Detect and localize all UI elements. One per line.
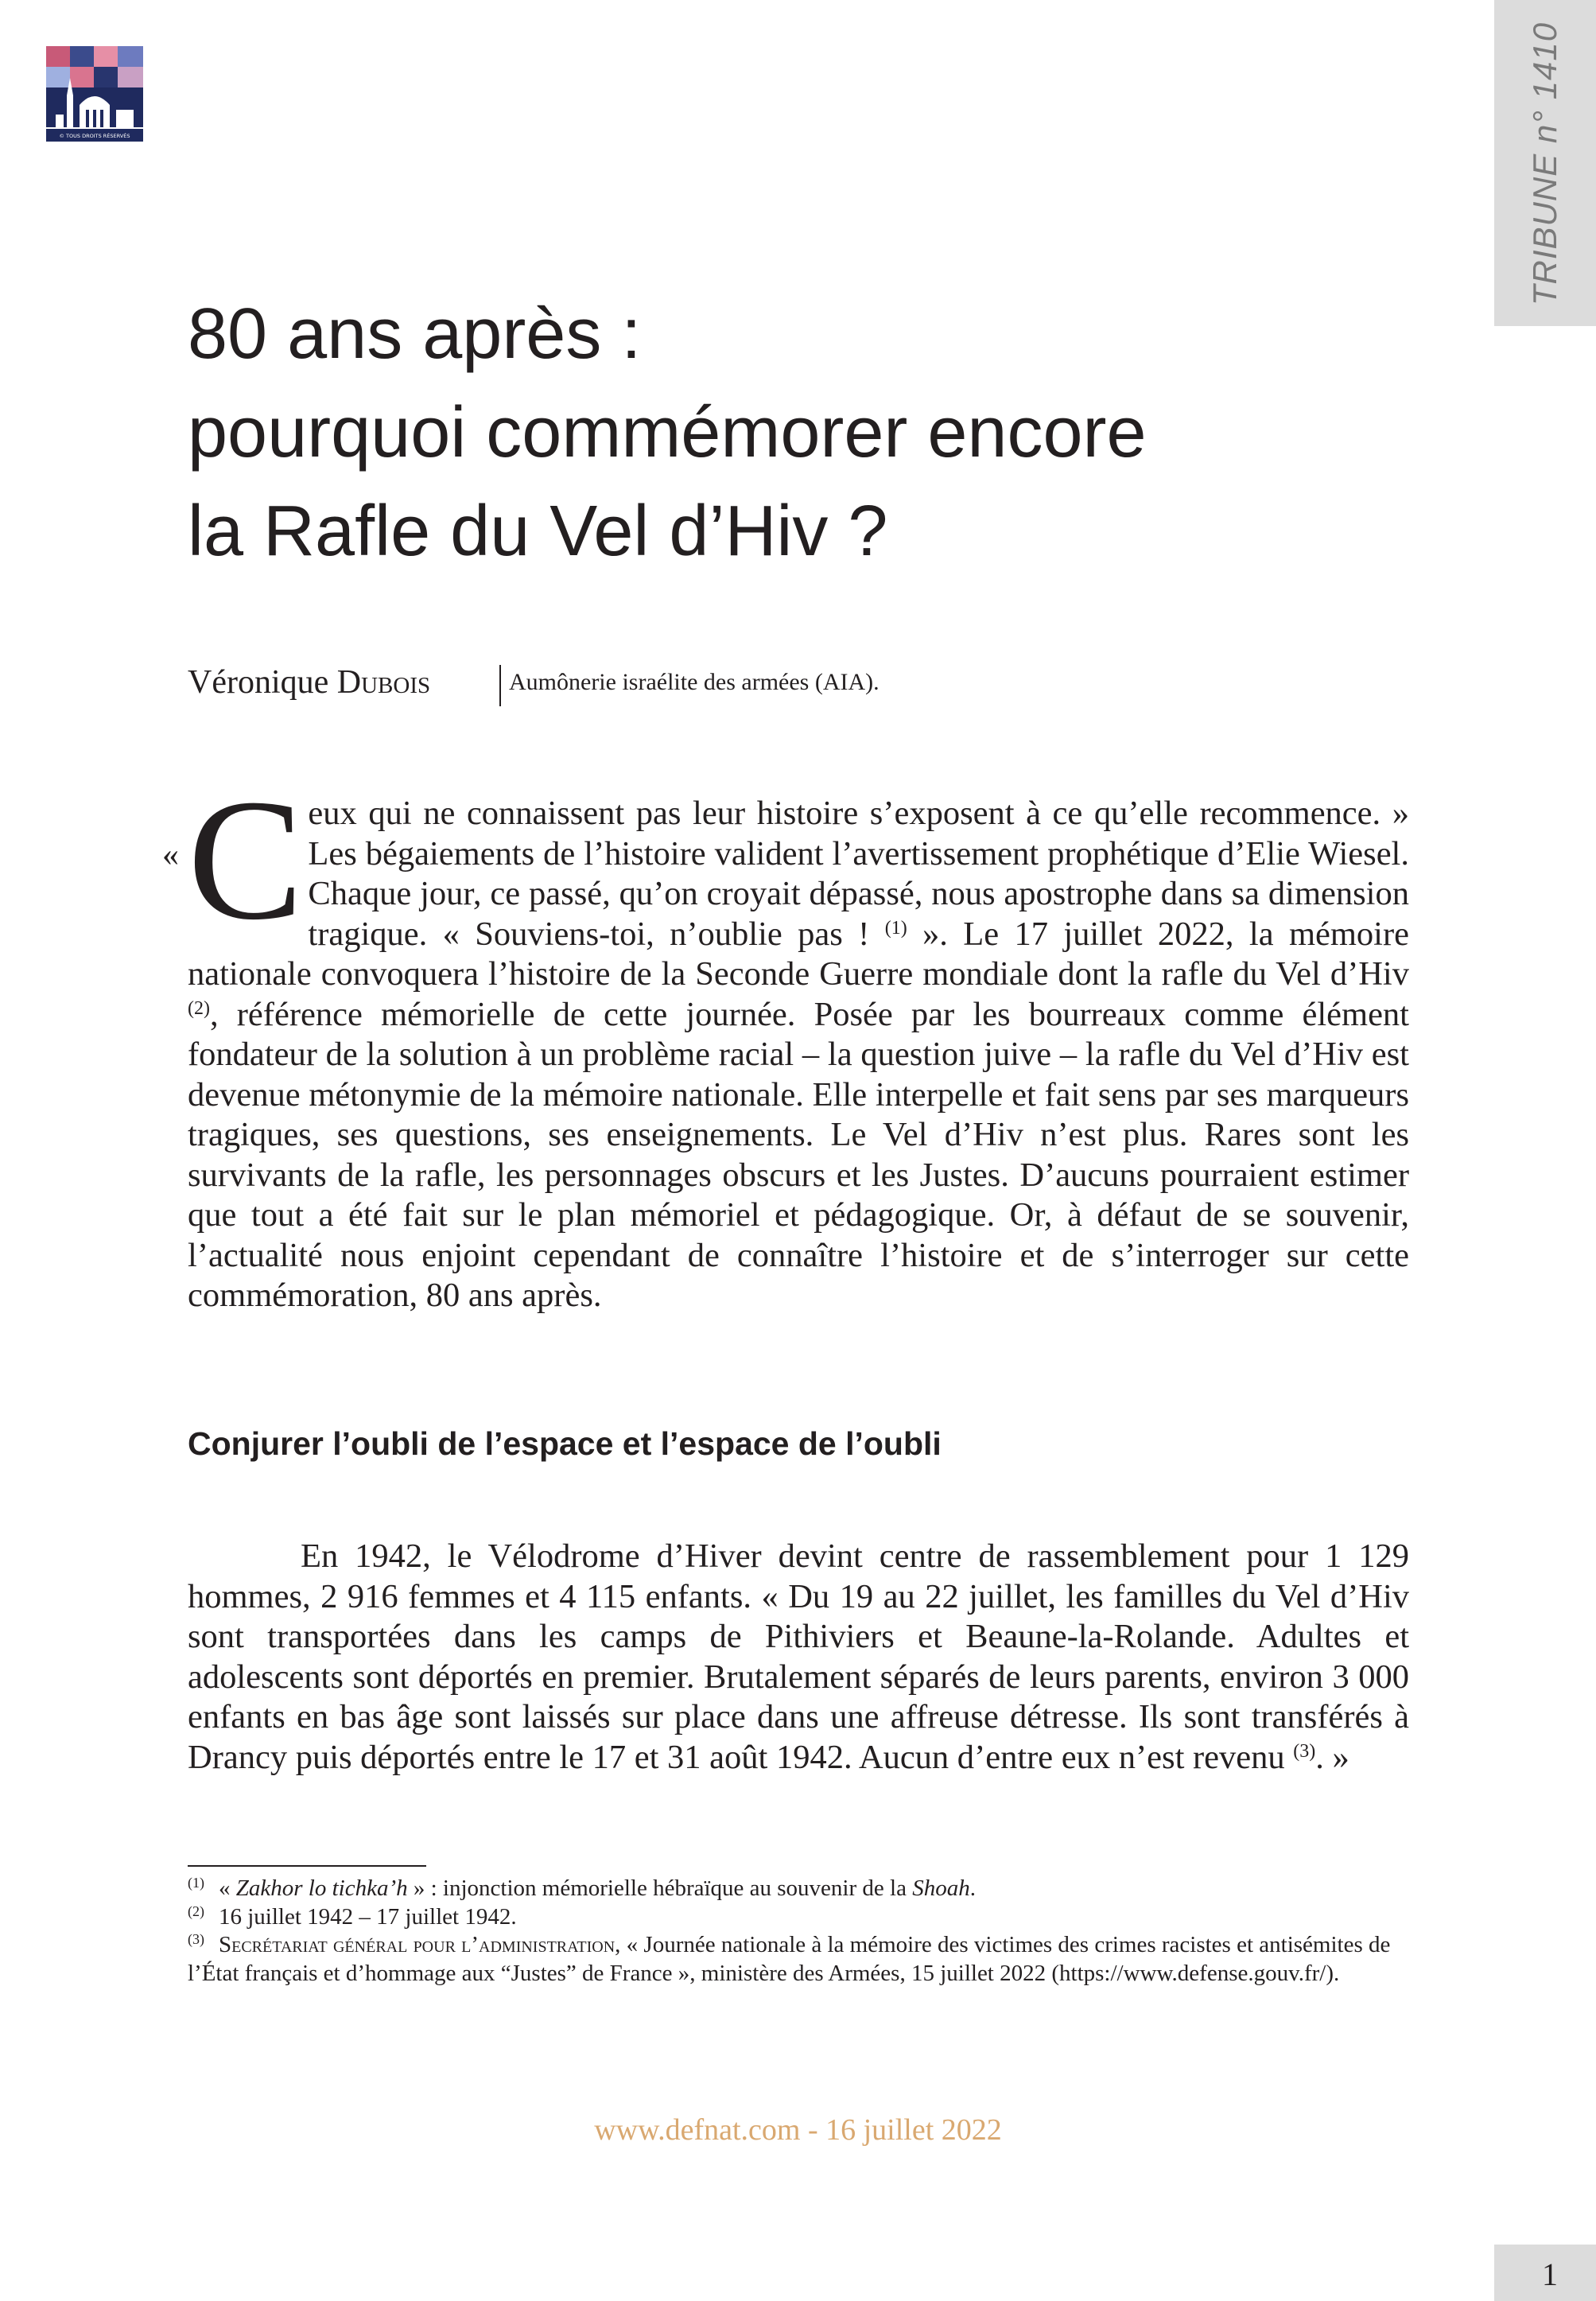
title-line: la Rafle du Vel d’Hiv ? xyxy=(188,492,888,571)
intro-paragraph xyxy=(188,764,1409,1316)
footnote-text: . xyxy=(969,1875,976,1901)
footnote-ref[interactable]: (3) xyxy=(1293,1740,1316,1762)
logo-emblem-icon xyxy=(46,46,143,142)
footnote-text[interactable]: , « Journée nationale à la mémoire des victimes des crimes racistes et antisémites de l’État français et d’hommage aux “Justes” de France », ministère des Armées, 15 juillet 2022 (https://www.defense.gouv.fr/). xyxy=(188,1932,1391,1986)
footnote-italic: Zakhor lo tichka’h xyxy=(235,1875,408,1901)
title-line: 80 ans après : xyxy=(188,294,642,374)
footer-site-date[interactable]: www.defnat.com - 16 juillet 2022 xyxy=(594,2113,1002,2147)
section-heading: Conjurer l’oubli de l’espace et l’espace de l’oubli xyxy=(188,1425,942,1462)
page-number: 1 xyxy=(1542,2256,1558,2292)
footnote-source: Secrétariat général pour l’administration xyxy=(219,1932,615,1957)
intro-text-part: ». Le 17 juillet 2022, la mémoire nationale convoquera l’histoire de la Seconde Guerre mondiale dont la rafle du Vel d’Hiv xyxy=(188,915,1409,993)
footnote-text: 16 juillet 1942 – 17 juillet 1942. xyxy=(219,1903,517,1930)
body-text-end: . » xyxy=(1315,1738,1349,1776)
footnote-number: (3) xyxy=(188,1931,204,1947)
footnote-ref[interactable]: (2) xyxy=(188,997,210,1019)
intro-text-part: eux qui ne connaissent pas leur histoire s’exposent à ce qu’elle recommence. » Les bégaiements de l’histoire valident l’avertissement prophétique d’Elie Wiesel. Chaque jour, ce passé, qu’on croyait dépassé, nous apostrophe dans sa dimension tragique. « Souviens-toi, n’oublie pas ! xyxy=(308,795,1409,953)
footnote-1 xyxy=(188,1875,1409,1903)
footnote-ref[interactable]: (1) xyxy=(884,917,907,939)
footnote-number: (1) xyxy=(188,1875,204,1891)
body-text: En 1942, le Vélodrome d’Hiver devint centre de rassemblement pour 1 129 hommes, 2 916 femmes et 4 115 enfants. « Du 19 au 22 juillet, les familles du Vel d’Hiv sont transportées dans les camps de Pithiviers et Beaune-la-Rolande. Adultes et adolescents sont déportés en premier. Brutalement séparés de leurs parents, environ 3 000 enfants en bas âge sont laissés sur place dans une affreuse détresse. Ils sont transférés à Drancy puis déportés entre le 17 et 31 août 1942. Aucun d’entre eux n’est revenu xyxy=(188,1537,1409,1776)
tribune-side-tab xyxy=(1494,0,1596,326)
page-number-tab xyxy=(1494,2245,1596,2301)
footnote-number: (2) xyxy=(188,1903,204,1919)
body-paragraph xyxy=(188,1537,1409,1778)
footnote-2 xyxy=(188,1903,1409,1932)
logo-caption: © TOUS DROITS RÉSERVÉS xyxy=(59,133,130,139)
opening-quote-mark: « xyxy=(162,837,179,873)
footnotes xyxy=(188,1875,1409,1988)
author-name xyxy=(188,663,430,702)
tribune-number: TRIBUNE n° 1410 xyxy=(1526,21,1563,306)
footnote-text: « xyxy=(219,1875,236,1901)
footnote-divider xyxy=(188,1865,426,1867)
intro-text-part: , référence mémorielle de cette journée. Posée par les bourreaux comme élément fondateur de la solution à un problème racial – la question juive – la rafle du Vel d’Hiv est devenue métonymie de la mémoire nationale. Elle interpelle et fait sens par ses marqueurs tragiques, ses questions, ses enseignements. Le Vel d’Hiv n’est plus. Rares sont les survivants de la rafle, les personnages obscurs et les Justes. D’aucuns pourraient estimer que tout a été fait sur le plan mémoriel et pédagogique. Or, à défaut de se souvenir, l’actualité nous enjoint cependant de connaître l’histoire et de s’interroger sur cette commémoration, 80 ans après. xyxy=(188,995,1409,1314)
article-title xyxy=(188,285,1147,581)
footnote-italic: Shoah xyxy=(912,1875,970,1901)
footnote-text: » : injonction mémorielle hébraïque au souvenir de la xyxy=(407,1875,913,1901)
footnote-3 xyxy=(188,1931,1409,1988)
drop-cap: C xyxy=(188,764,304,956)
author-affiliation: Aumônerie israélite des armées (AIA). xyxy=(499,665,880,706)
publication-logo xyxy=(46,46,143,142)
title-line: pourquoi commémorer encore xyxy=(188,393,1147,472)
author-first-name: Véronique xyxy=(188,664,337,701)
author-last-name: Dubois xyxy=(336,664,431,701)
